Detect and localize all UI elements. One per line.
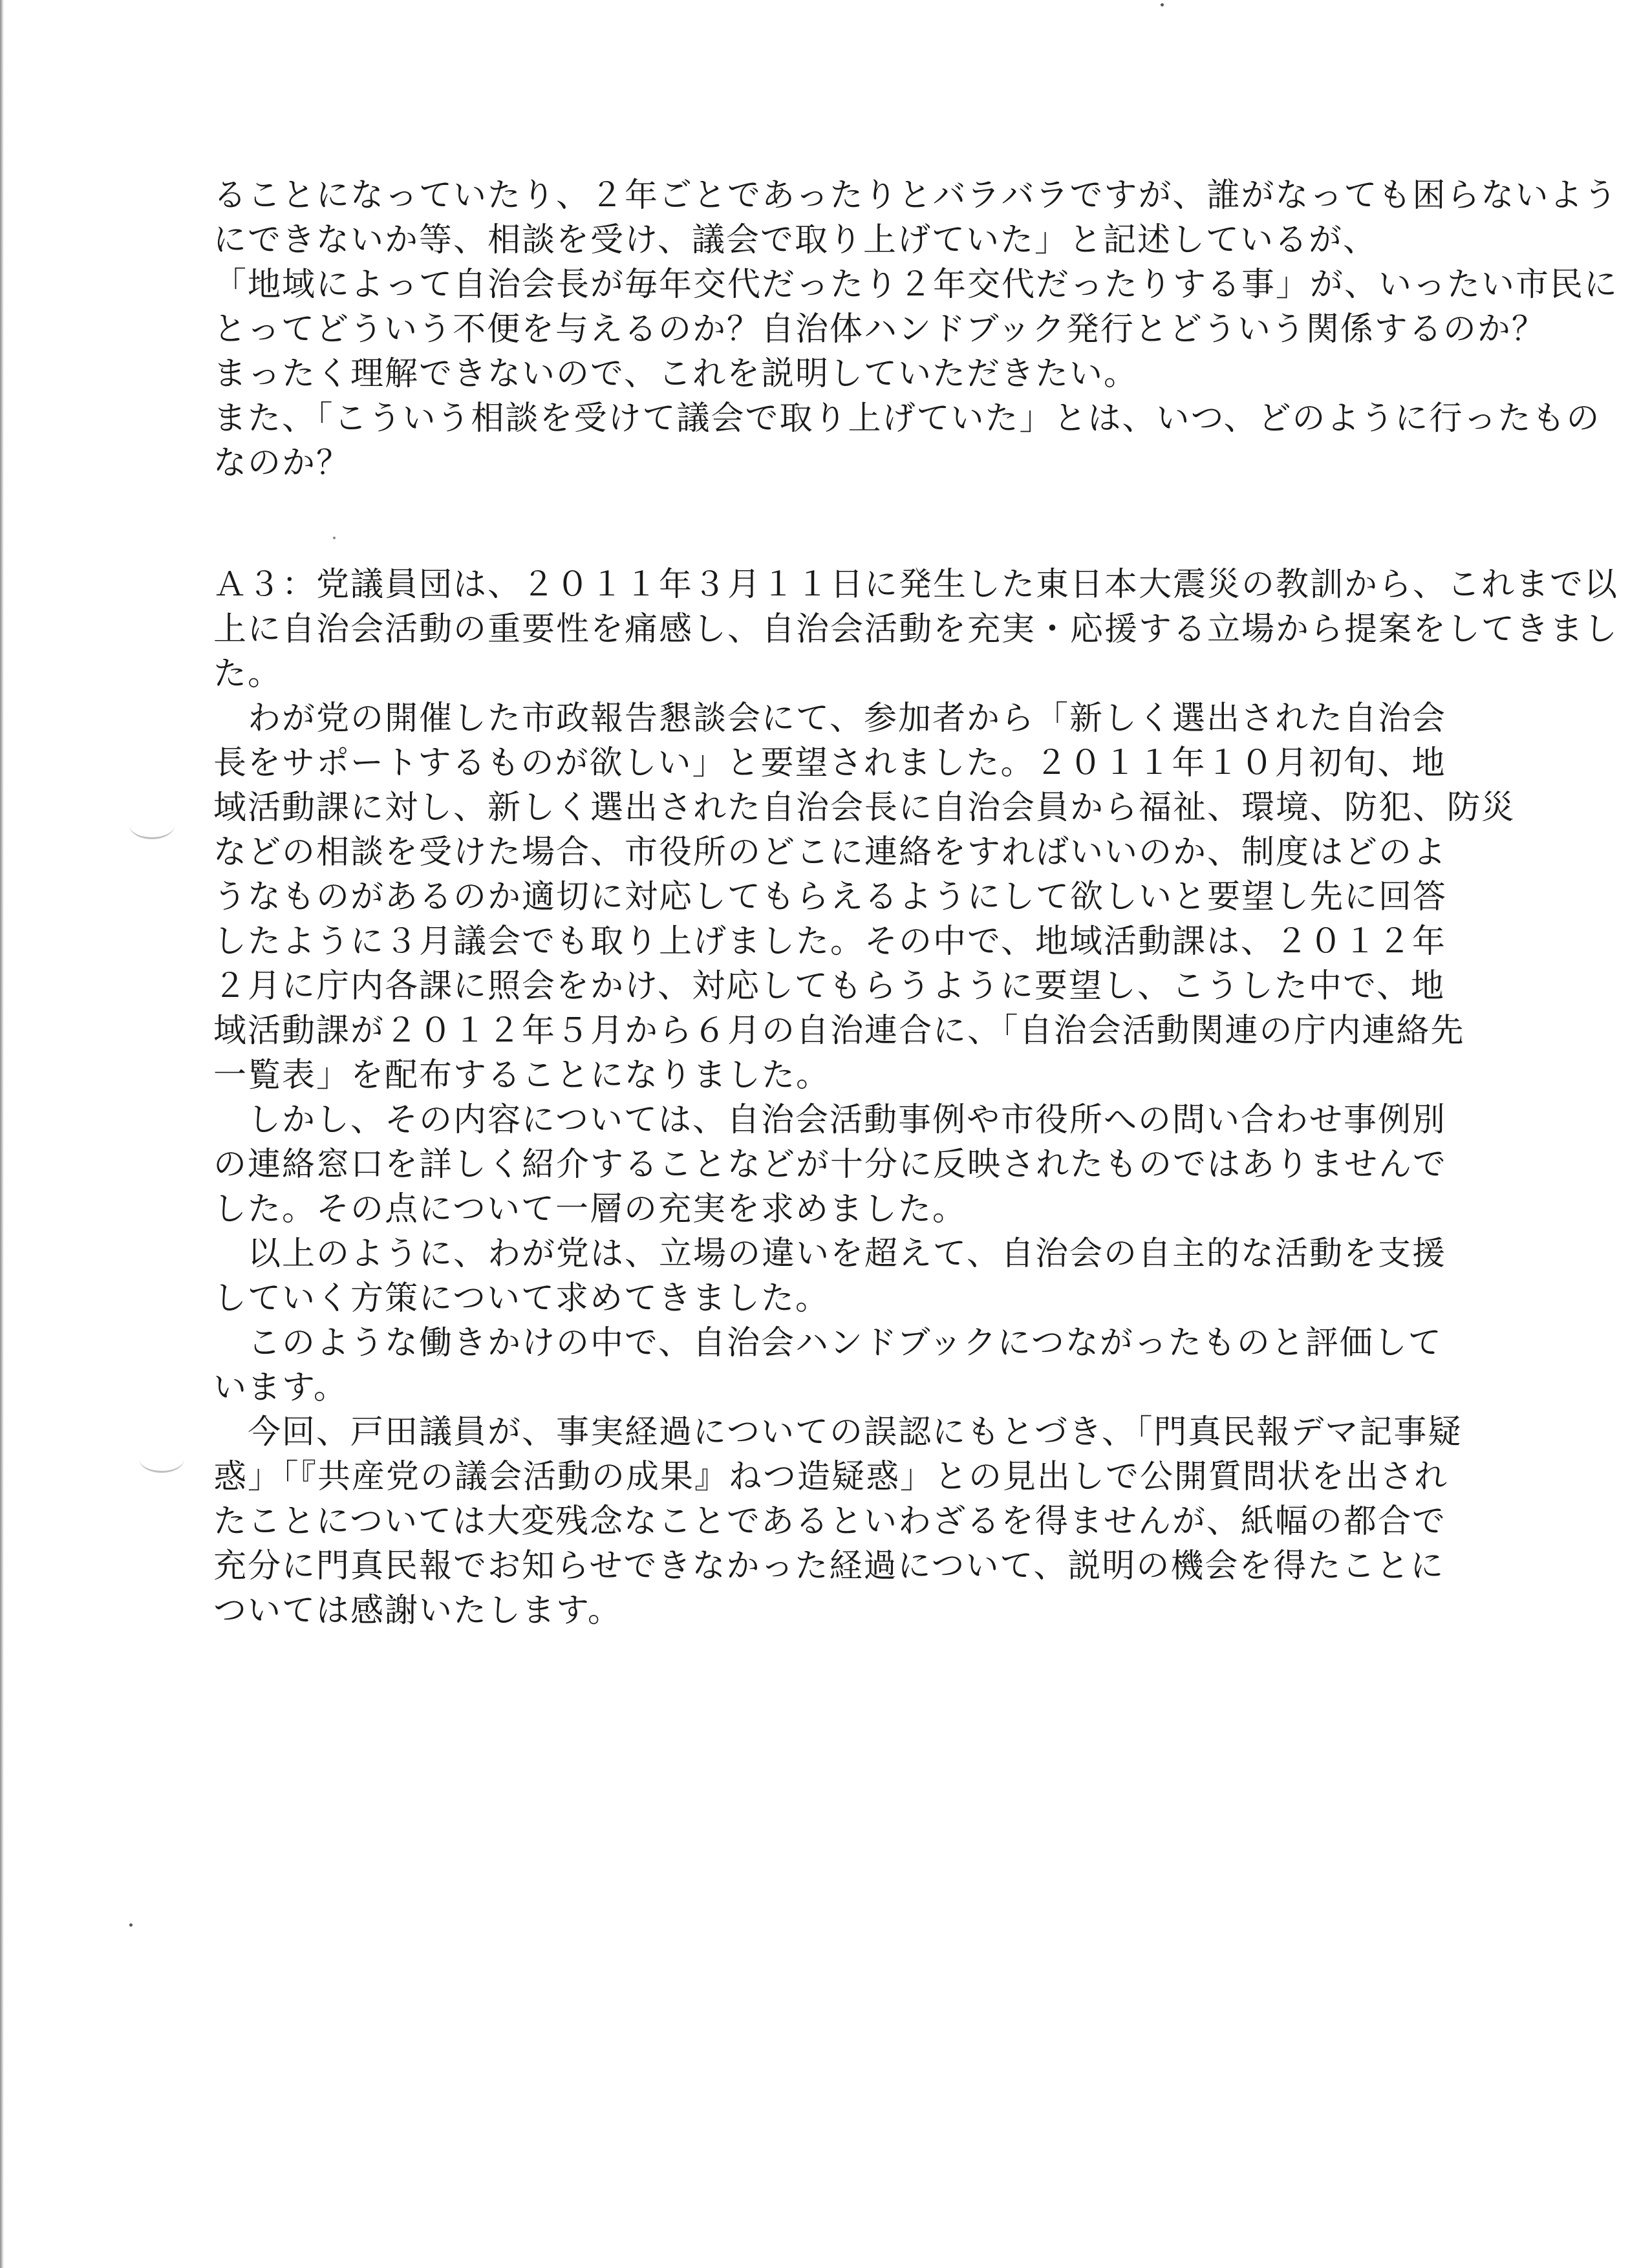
text-line: まったく理解できないので、これを説明していただきたい。 [213, 355, 1138, 393]
text-line: います。 [213, 1369, 348, 1407]
text-line: などの相談を受けた場合、市役所のどこに連絡をすればいいのか、制度はどのよ [213, 833, 1448, 872]
text-line: また、「こういう相談を受けて議会で取り上げていた」とは、いつ、どのように行ったもの [213, 400, 1601, 438]
text-line: た。 [213, 655, 283, 693]
scan-speck [129, 1923, 133, 1927]
text-line: ることになっていたり、２年ごとであったりとバラバラですが、誰がなっても困らないよう [213, 177, 1618, 215]
text-line: 長をサポートするものが欲しい」と要望されました。２０１１年１０月初旬、地 [213, 744, 1446, 782]
text-line: Ａ３：党議員団は、２０１１年３月１１日に発生した東日本大震災の教訓から、これまで以 [213, 566, 1619, 604]
text-line: ２月に庁内各課に照会をかけ、対応してもらうように要望し、こうした中で、地 [213, 967, 1445, 1005]
text-line: 充分に門真民報でお知らせできなかった経過について、説明の機会を得たことに [213, 1547, 1445, 1585]
text-line: ついては感謝いたします。 [213, 1592, 622, 1630]
text-line: 以上のように、わが党は、立場の違いを超えて、自治会の自主的な活動を支援 [213, 1235, 1446, 1273]
text-line: していく方策について求めてきました。 [213, 1279, 830, 1318]
text-line: 「地域によって自治会長が毎年交代だったり２年交代だったりする事」が、いったい市民に [213, 266, 1619, 304]
text-line: なのか？ [213, 444, 351, 482]
text-line: 域活動課が２０１２年５月から６月の自治連合に、「自治会活動関連の庁内連絡先 [213, 1012, 1465, 1050]
text-line: 域活動課に対し、新しく選出された自治会長に自治会員から福祉、環境、防犯、防災 [213, 789, 1516, 827]
text-line: したように３月議会でも取り上げました。その中で、地域活動課は、２０１２年 [213, 923, 1446, 961]
text-line: 惑」「『共産党の議会活動の成果』ねつ造疑惑」との見出しで公開質問状を出され [213, 1458, 1449, 1496]
text-line: の連絡窓口を詳しく紹介することなどが十分に反映されたものではありませんで [213, 1146, 1448, 1184]
answer-a3 [213, 562, 1619, 1633]
text-line: にできないか等、相談を受け、議会で取り上げていた」と記述しているが、 [213, 221, 1377, 259]
scan-speck [1161, 3, 1164, 6]
text-line: 一覧表」を配布することになりました。 [213, 1056, 831, 1095]
question-continuation [213, 173, 1619, 486]
scan-speck [333, 537, 336, 539]
text-line: とってどういう不便を与えるのか？自治体ハンドブック発行とどういう関係するのか？ [213, 310, 1546, 348]
scan-edge-shadow [0, 0, 4, 2268]
punch-hole-mark [139, 1445, 184, 1473]
text-line: 上に自治会活動の重要性を痛感し、自治会活動を充実・応援する立場から提案をしてきまし [213, 610, 1619, 648]
text-line: しかし、その内容については、自治会活動事例や市役所への問い合わせ事例別 [213, 1101, 1446, 1139]
text-line: した。その点について一層の充実を求めました。 [213, 1190, 967, 1228]
text-line: 今回、戸田議員が、事実経過についての誤認にもとづき、「門真民報デマ記事疑 [213, 1413, 1462, 1451]
text-line: このような働きかけの中で、自治会ハンドブックにつながったものと評価して [213, 1324, 1442, 1362]
text-line: うなものがあるのか適切に対応してもらえるようにして欲しいと要望し先に回答 [213, 878, 1448, 916]
punch-hole-mark [129, 811, 175, 839]
text-line: わが党の開催した市政報告懇談会にて、参加者から「新しく選出された自治会 [213, 700, 1446, 738]
text-line: たことについては大変残念なことであるといわざるを得ませんが、紙幅の都合で [213, 1503, 1446, 1541]
